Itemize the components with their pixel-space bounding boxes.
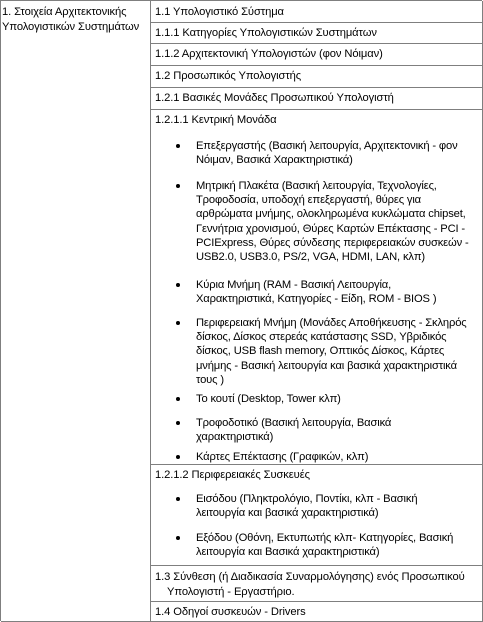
list-item-line: δίσκος, Δίσκος στερεάς κατάστασης SSD, Υβριδικός (196, 331, 447, 344)
list-item-line: λειτουργία και Βασικά χαρακτηριστικά) (196, 546, 380, 559)
chapter-title-line-2: Υπολογιστικών Συστημάτων (2, 20, 140, 33)
list-item-line: Περιφερειακή Μνήμη (Μονάδες Αποθήκευσης - Σκληρός (196, 317, 467, 329)
list-item-line: Κάρτες Επέκτασης (Γραφικών, κλπ) (196, 451, 369, 463)
list-item-line: Μητρική Πλακέτα (Βασική λειτουργία, Τεχνολογίες, (196, 180, 437, 192)
list-item-line: Το κουτί (Desktop, Tower κλπ) (196, 393, 341, 405)
topic-text: 1.3 Σύνθεση (ή Διαδικασία Συναρμολόγησης) ενός Προσωπικού Υπολογιστή - Εργαστήριο. (155, 571, 465, 598)
list-item-line: αρθρώματα μνήμης, ολοκληρωμένα κυκλώματα chipset, (196, 208, 466, 221)
list-item-line: τους ) (196, 373, 224, 386)
chapter-title (2, 5, 148, 34)
list-item-power-supply (196, 416, 478, 444)
topic-row-1-4 (151, 602, 482, 621)
topic-text: 1.2.1.1 Κεντρική Μονάδα (155, 114, 277, 126)
topic-row-1-1-1 (151, 23, 482, 44)
topic-row-1-1 (151, 1, 482, 23)
list-item-line: Επεξεργαστής (Βασική λειτουργία, Αρχιτεκτονική - φον (196, 140, 458, 152)
chapter-title-line-1: 1. Στοιχεία Αρχιτεκτονικής (2, 6, 127, 18)
list-item-line: USB2.0, USB3.0, PS/2, VGA, HDMI, LAN, κλπ) (196, 251, 425, 264)
list-item-case (196, 392, 478, 406)
list-item-line: χαρακτηριστικά) (196, 431, 274, 444)
list-item-line: Γεννήτρια χρονισμού, Θύρες Καρτών Επέκτασης - PCI - (196, 222, 465, 235)
bullet-icon (176, 497, 180, 501)
list-item-line: μνήμης - Βασική λειτουργία και βασικά χαρακτηριστικά (196, 359, 457, 372)
list-item-line: Τροφοδοσία, υποδοχή επεξεργαστή, θύρες για (196, 194, 421, 207)
list-item-motherboard (196, 179, 478, 264)
bullet-icon (176, 184, 180, 188)
list-item-line: δίσκος, USB flash memory, Οπτικός Δίσκος, Κάρτες (196, 345, 445, 358)
list-item-input (196, 492, 478, 520)
chapter-cell (1, 1, 151, 621)
topic-text: 1.2.1.2 Περιφερειακές Συσκευές (155, 469, 310, 481)
list-item-line: Τροφοδοτικό (Βασική λειτουργία, Βασικά (196, 417, 392, 429)
topic-row-1-1-2 (151, 44, 482, 66)
list-item-line: Νόιμαν, Βασικά Χαρακτηριστικά) (196, 154, 353, 167)
topic-text: 1.2.1 Βασικές Μονάδες Προσωπικού Υπολογιστή (155, 92, 394, 104)
topic-text: 1.4 Οδηγοί συσκευών - Drivers (155, 606, 306, 618)
bullet-icon (176, 397, 180, 401)
bullet-icon (176, 283, 180, 287)
list-item-line: Χαρακτηριστικά, Κατηγορίες - Είδη, ROM - BIOS ) (196, 293, 437, 306)
list-item-line: PCIExpress, Θύρες σύνδεσης περιφερειακών συσκεών - (196, 236, 469, 249)
topic-text: 1.1.2 Αρχιτεκτονική Υπολογιστών (φον Νόιμαν) (155, 48, 383, 60)
bullet-icon (176, 536, 180, 540)
list-item-line: λειτουργία και βασικά χαρακτηριστικά) (196, 507, 379, 520)
topic-text: 1.2 Προσωπικός Υπολογιστής (155, 70, 302, 82)
topic-text: 1.1 Υπολογιστικό Σύστημα (155, 6, 284, 18)
topic-row-1-3 (151, 566, 482, 602)
topic-text: 1.1.1 Κατηγορίες Υπολογιστικών Συστημάτων (155, 27, 377, 39)
topic-row-1-2-1 (151, 88, 482, 110)
topics-column (151, 1, 483, 621)
bullet-icon (176, 144, 180, 148)
topic-row-1-2-1-2 (151, 465, 482, 566)
list-item-main-memory (196, 278, 478, 306)
list-item-line: Εισόδου (Πληκτρολόγιο, Ποντίκι, κλπ - Βασική (196, 493, 418, 505)
bullet-icon (176, 321, 180, 325)
bullet-icon (176, 421, 180, 425)
topic-row-1-2 (151, 66, 482, 88)
list-item-expansion-cards (196, 450, 478, 464)
list-item-storage (196, 316, 478, 387)
bullet-icon (176, 455, 180, 459)
list-item-line: Κύρια Μνήμη (RAM - Βασική Λειτουργία, (196, 279, 392, 291)
list-item-output (196, 531, 478, 559)
list-item-processor (196, 139, 478, 167)
list-item-line: Εξόδου (Οθόνη, Εκτυπωτής κλπ- Κατηγορίες, Βασική (196, 532, 454, 544)
topic-row-1-2-1-1 (151, 110, 482, 465)
